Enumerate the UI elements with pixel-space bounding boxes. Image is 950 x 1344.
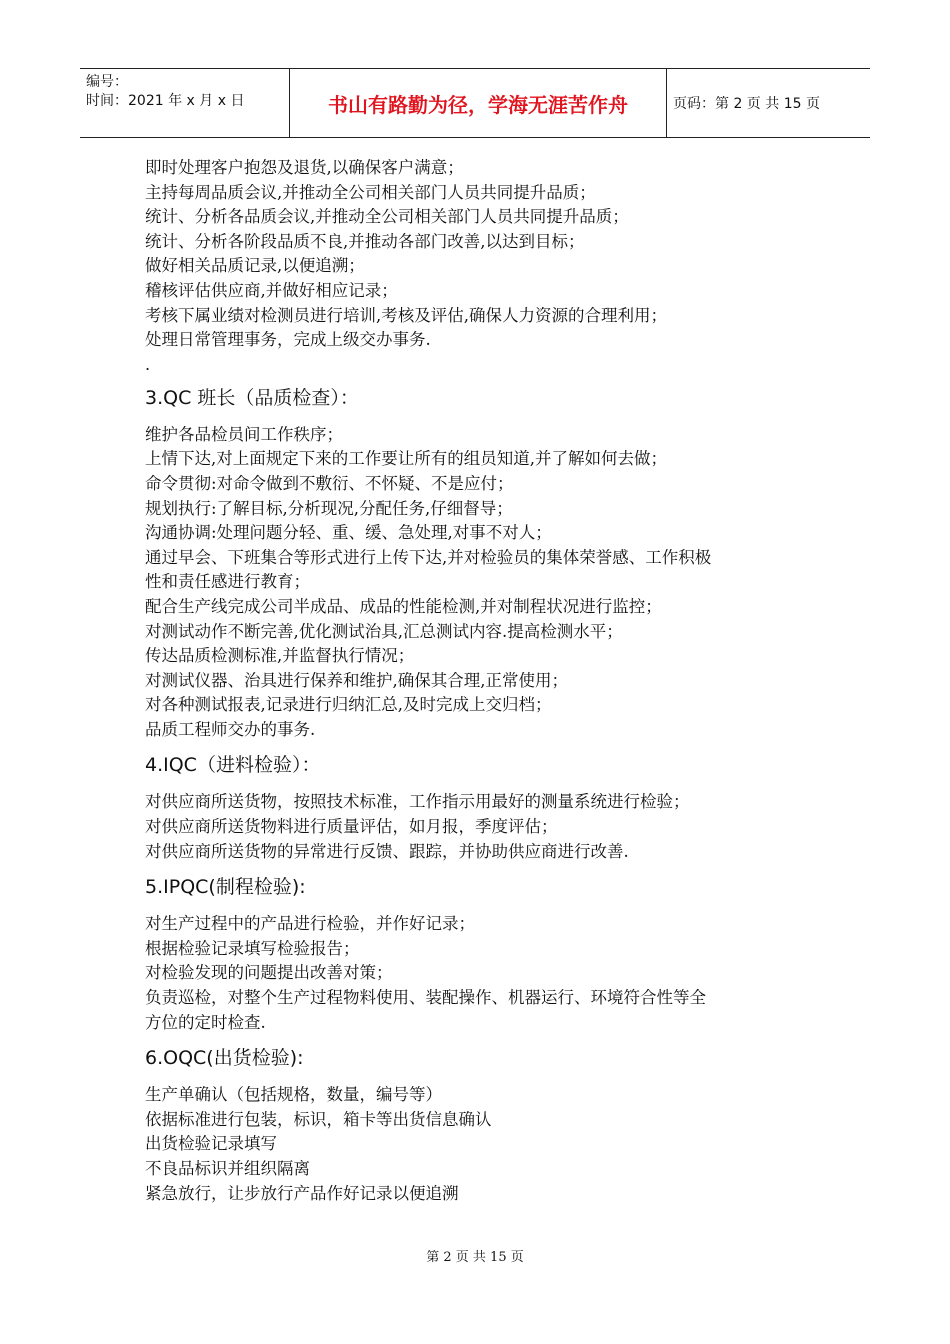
list-item: 稽核评估供应商,并做好相应记录； <box>145 280 398 300</box>
list-item: 对供应商所送货物的异常进行反馈、跟踪，并协助供应商进行改善. <box>145 841 629 861</box>
list-item: 考核下属业绩对检测员进行培训,考核及评估,确保人力资源的合理利用； <box>145 305 667 325</box>
list-item: 对供应商所送货物，按照技术标准，工作指示用最好的测量系统进行检验； <box>145 792 690 812</box>
list-item: 生产单确认（包括规格，数量，编号等） <box>145 1085 442 1105</box>
list-item: 对供应商所送货物料进行质量评估，如月报，季度评估； <box>145 817 558 837</box>
intro-list <box>145 156 825 377</box>
list-item: 性和责任感进行教育； <box>145 572 310 592</box>
list-item: 对生产过程中的产品进行检验，并作好记录； <box>145 914 475 934</box>
list-item: 处理日常管理事务，完成上级交办事务. <box>145 330 431 350</box>
header-motto: 书山有路勤为径，学海无涯苦作舟 <box>290 69 667 137</box>
list-item: 统计、分析各阶段品质不良,并推动各部门改善,以达到目标； <box>145 231 585 251</box>
list-item: 品质工程师交办的事务. <box>145 719 316 739</box>
list-item: 通过早会、下班集合等形式进行上传下达,并对检验员的集体荣誉感、工作积极 <box>145 547 712 567</box>
list-item: 做好相关品质记录,以便追溯； <box>145 256 365 276</box>
page-header <box>80 68 870 138</box>
list-item: 不良品标识并组织隔离 <box>145 1159 310 1178</box>
section-heading-oqc: 6.OQC(出货检验): <box>145 1047 304 1070</box>
page-footer: 第 2 页 共 15 页 <box>426 1250 524 1265</box>
section-ipqc-list <box>145 912 825 1035</box>
list-item: 即时处理客户抱怨及退货,以确保客户满意； <box>145 158 464 177</box>
section-qc-leader-list <box>145 423 825 743</box>
section-heading-iqc: 4.IQC（进料检验）： <box>145 754 321 777</box>
list-item: 沟通协调:处理问题分轻、重、缓、急处理,对事不对人； <box>145 523 552 543</box>
list-item: 命令贯彻:对命令做到不敷衍、不怀疑、不是应付； <box>145 473 514 493</box>
list-item: 方位的定时检查. <box>145 1012 266 1032</box>
header-page-label: 页码：第 2 页 共 15 页 <box>673 96 820 112</box>
list-item: 对各种测试报表,记录进行归纳汇总,及时完成上交归档； <box>145 695 552 715</box>
list-item: 对检验发现的问题提出改善对策； <box>145 963 393 983</box>
list-item: 根据检验记录填写检验报告； <box>145 938 360 958</box>
list-item: 上情下达,对上面规定下来的工作要让所有的组员知道,并了解如何去做； <box>145 449 667 469</box>
list-item: 维护各品检员间工作秩序； <box>145 424 343 444</box>
section-iqc-list <box>145 790 825 864</box>
list-item: 传达品质检测标准,并监督执行情况； <box>145 646 415 666</box>
section-oqc-list <box>145 1083 825 1206</box>
time-label: 时间：2021 年 x 月 x 日 <box>86 93 245 109</box>
list-item: 紧急放行，让步放行产品作好记录以便追溯 <box>145 1183 459 1203</box>
list-item: 负责巡检，对整个生产过程物料使用、装配操作、机器运行、环境符合性等全 <box>145 988 706 1008</box>
list-item: 对测试仪器、治具进行保养和维护,确保其合理,正常使用； <box>145 670 568 690</box>
section-heading-ipqc: 5.IPQC(制程检验): <box>145 876 306 899</box>
list-item: 统计、分析各品质会议,并推动全公司相关部门人员共同提升品质； <box>145 207 629 227</box>
list-item: 配合生产线完成公司半成品、成品的性能检测,并对制程状况进行监控； <box>145 596 662 616</box>
list-item: 主持每周品质会议,并推动全公司相关部门人员共同提升品质； <box>145 182 596 202</box>
list-item: 对测试动作不断完善,优化测试治具,汇总测试内容.提高检测水平； <box>145 621 623 641</box>
header-meta <box>80 69 290 137</box>
section-heading-qc-leader: 3.QC 班长（品质检查）： <box>145 386 359 409</box>
list-item: 出货检验记录填写 <box>145 1134 277 1154</box>
number-label: 编号： <box>86 74 128 90</box>
stray-dot: . <box>145 354 151 374</box>
list-item: 依据标准进行包装，标识，箱卡等出货信息确认 <box>145 1109 492 1129</box>
document-body <box>145 156 825 1206</box>
list-item: 规划执行:了解目标,分析现况,分配任务,仔细督导； <box>145 498 513 518</box>
